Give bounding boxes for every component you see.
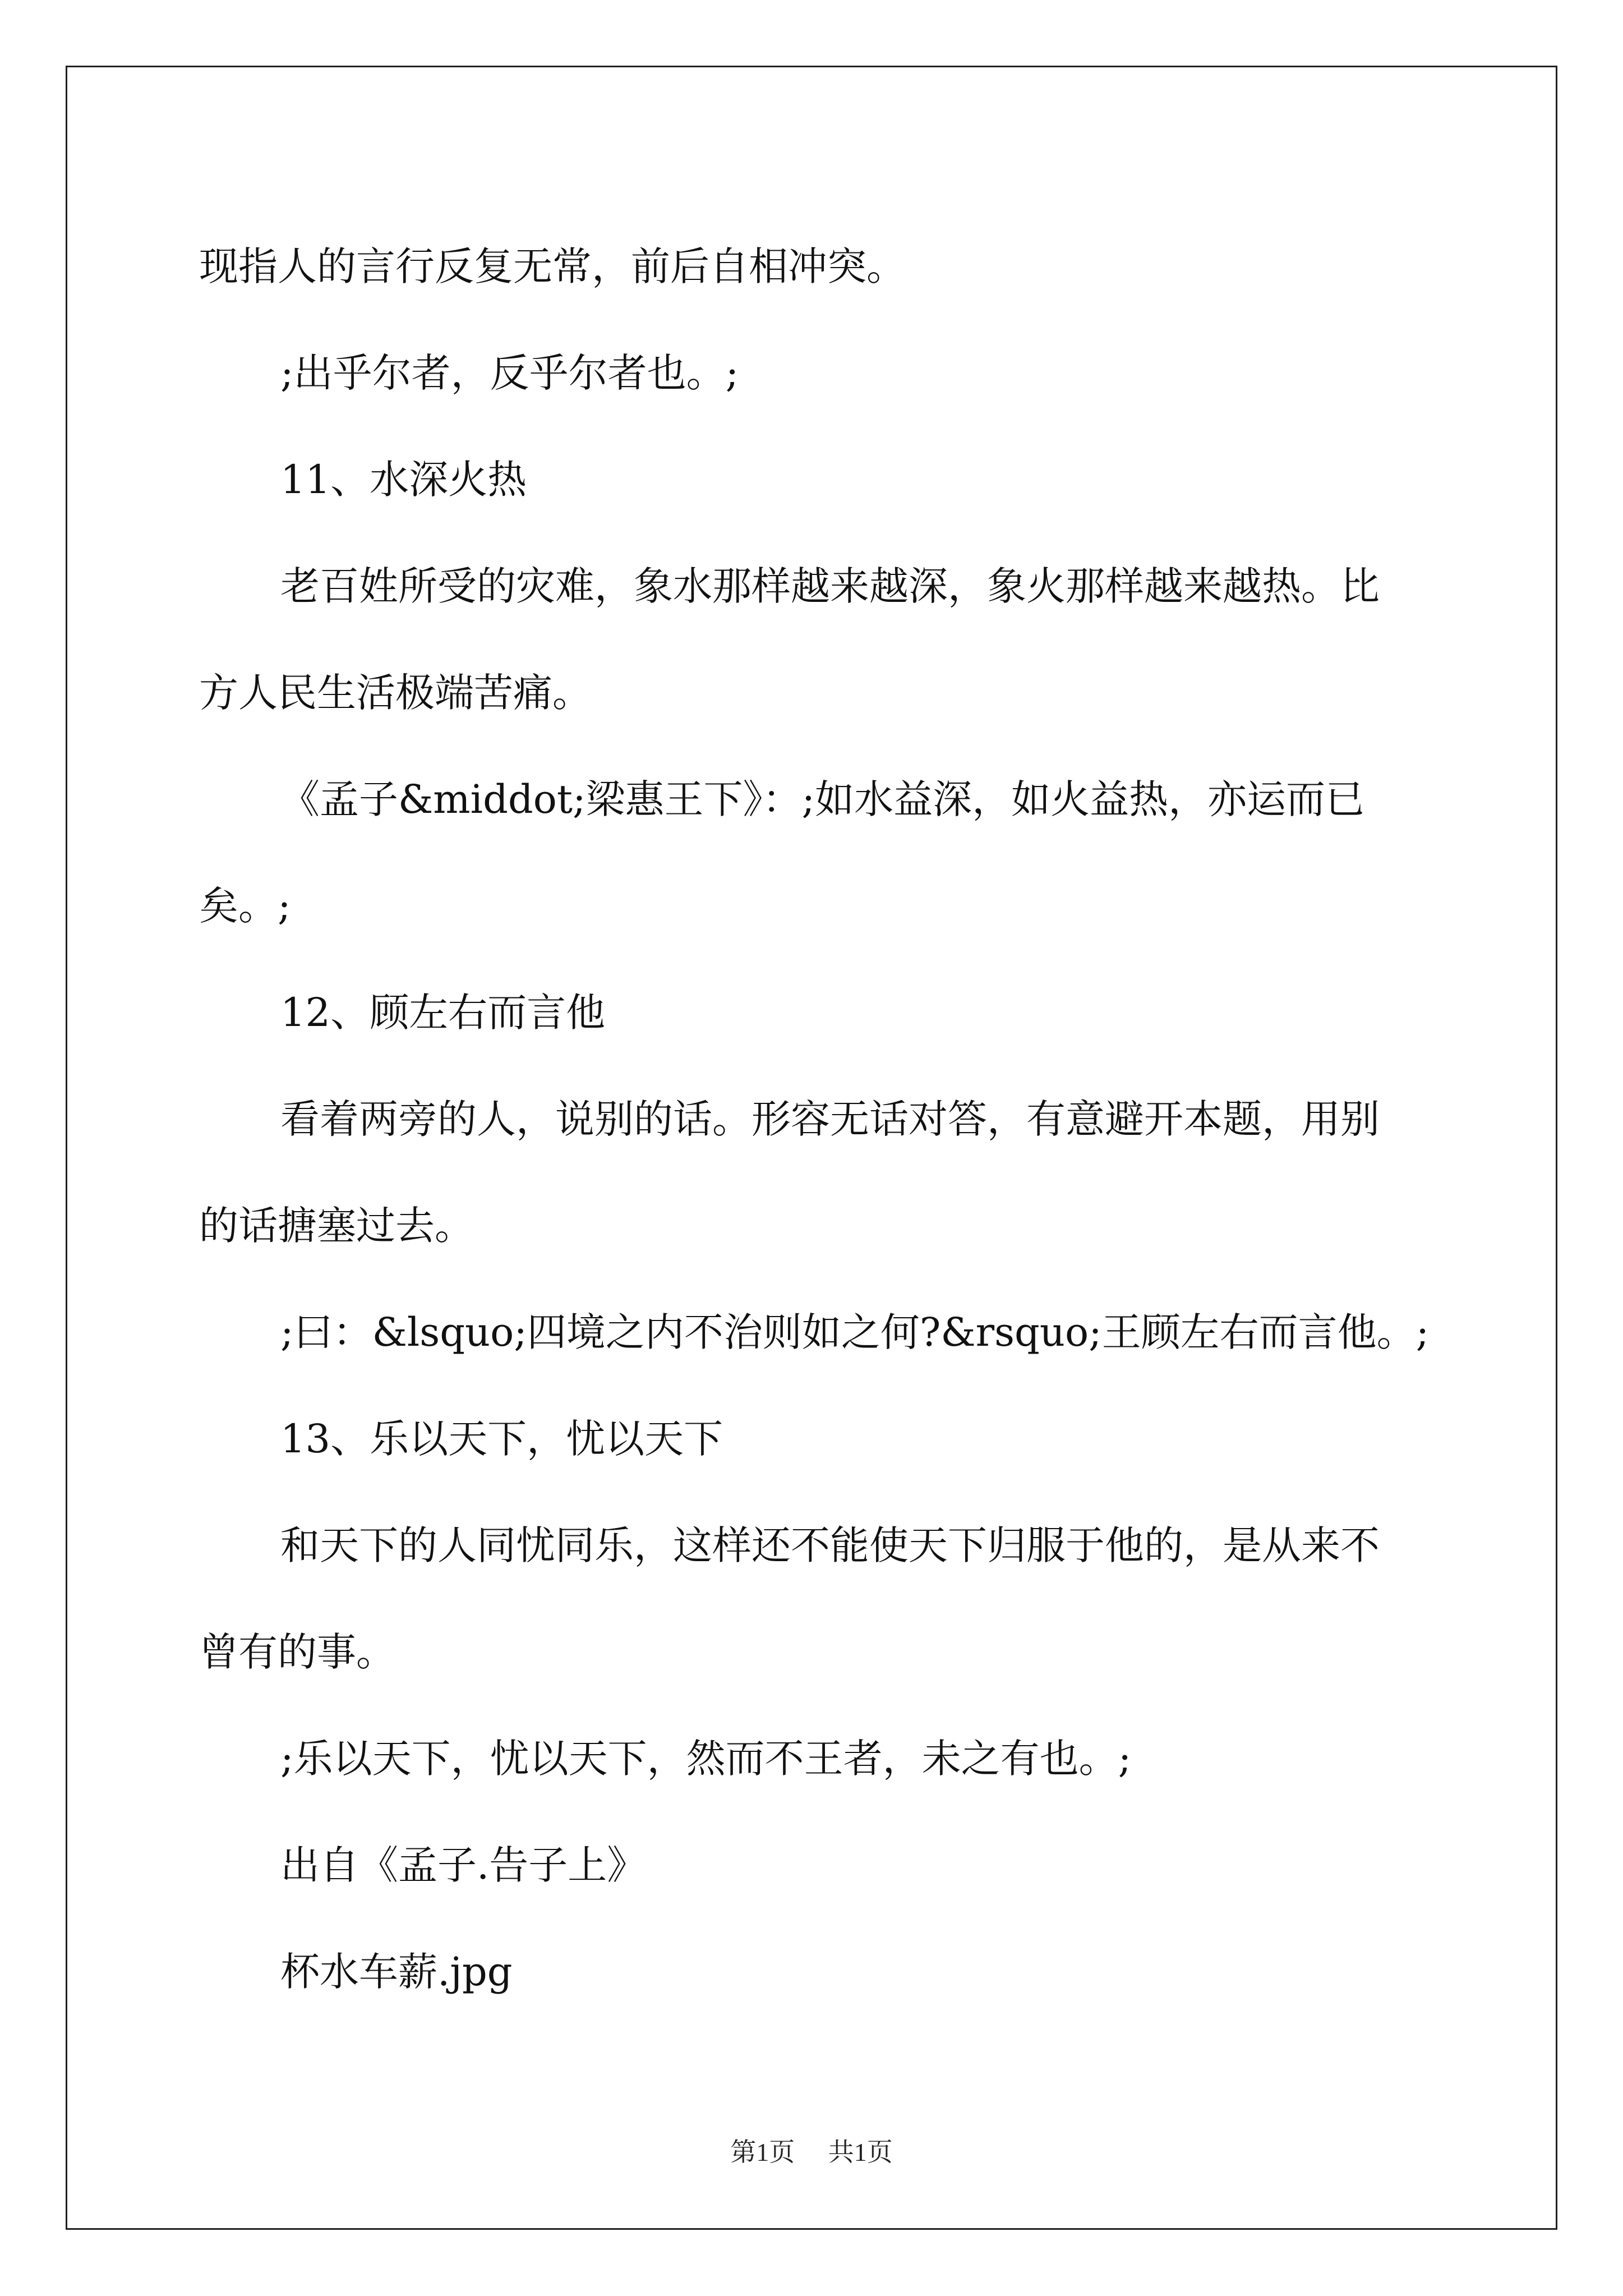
text-line: ;曰：&lsquo;四境之内不治则如之何?&rsquo;王顾左右而言他。; (280, 1309, 1430, 1355)
text-line: 看着两旁的人，说别的话。形容无话对答，有意避开本题，用别 (280, 1096, 1380, 1142)
text-line: 出自《孟子.告子上》 (280, 1842, 647, 1888)
text-line: 老百姓所受的灾难，象水那样越来越深，象火那样越来越热。比 (280, 563, 1380, 609)
page-footer (0, 2132, 1623, 2169)
idiom-heading: 13、乐以天下，忧以天下 (280, 1416, 723, 1462)
idiom-heading: 11、水深火热 (280, 457, 527, 503)
text-line: 和天下的人同忧同乐，这样还不能使天下归服于他的，是从来不 (280, 1522, 1380, 1568)
text-line: 现指人的言行反复无常，前后自相冲突。 (199, 243, 906, 289)
image-filename: 杯水车薪.jpg (280, 1949, 513, 1995)
text-line: 《孟子&middot;梁惠王下》：;如水益深，如火益热，亦运而已 (280, 776, 1365, 822)
page-number-total: 共1页 (828, 2138, 893, 2166)
idiom-heading: 12、顾左右而言他 (280, 990, 606, 1036)
text-line: 方人民生活极端苦痛。 (199, 670, 592, 716)
document-body (199, 213, 1433, 2025)
page-number-current: 第1页 (730, 2138, 795, 2166)
text-line: ;乐以天下，忧以天下，然而不王者，未之有也。; (280, 1736, 1132, 1782)
text-line: ;出乎尔者，反乎尔者也。; (280, 350, 739, 396)
text-line: 矣。; (199, 883, 291, 929)
text-line: 曾有的事。 (199, 1629, 395, 1675)
text-line: 的话搪塞过去。 (199, 1203, 474, 1249)
